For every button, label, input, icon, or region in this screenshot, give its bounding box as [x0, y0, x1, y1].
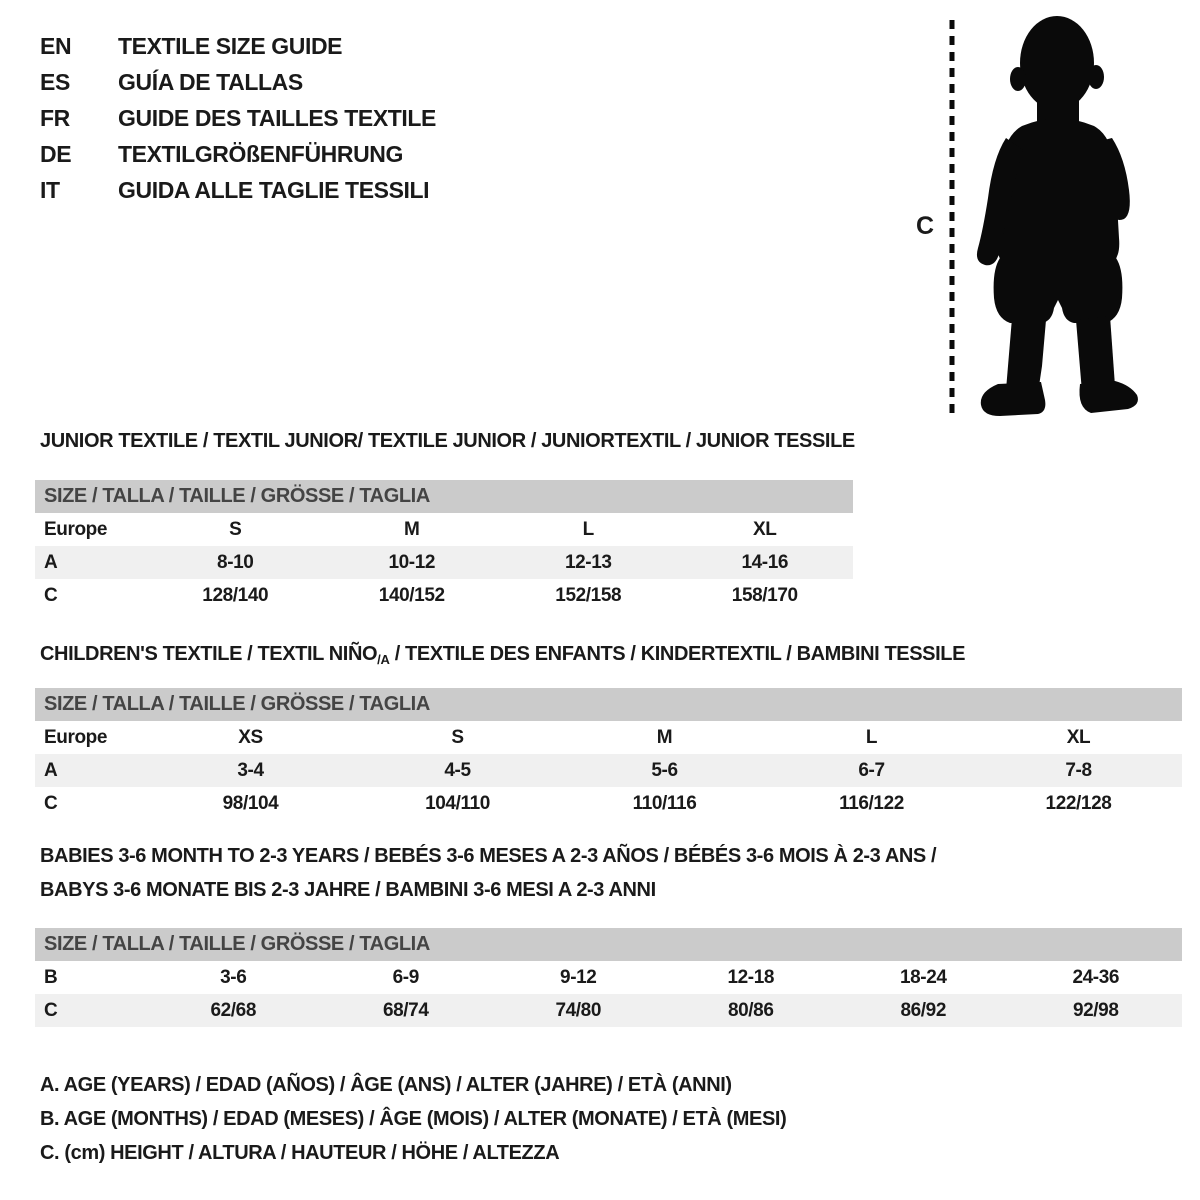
row-label: A: [44, 551, 58, 573]
children-table-size-header: SIZE / TALLA / TAILLE / GRÖSSE / TAGLIA: [35, 688, 1182, 721]
lang-code: FR: [40, 104, 70, 131]
lang-row-it: [40, 172, 436, 208]
table-cell: 5-6: [651, 759, 678, 781]
toddler-silhouette-icon: [900, 8, 1155, 422]
table-cell: 8-10: [217, 551, 254, 573]
table-cell: 4-5: [444, 759, 471, 781]
footnotes: [40, 1068, 786, 1170]
table-cell: 86/92: [900, 999, 947, 1021]
junior-table-size-header: SIZE / TALLA / TAILLE / GRÖSSE / TAGLIA: [35, 480, 853, 513]
row-label: C: [44, 792, 58, 814]
babies-section-title-line2: BABYS 3-6 MONATE BIS 2-3 JAHRE / BAMBINI 3-6 MESI A 2-3 ANNI: [40, 879, 656, 901]
table-cell: 3-4: [237, 759, 264, 781]
height-measure-label: C: [916, 212, 934, 240]
table-cell: 18-24: [899, 966, 947, 988]
table-cell: 116/122: [839, 792, 904, 814]
row-label: C: [44, 999, 58, 1021]
lang-code: ES: [40, 68, 70, 95]
lang-row-fr: [40, 100, 436, 136]
table-row: [35, 546, 853, 579]
children-size-table: [35, 688, 1182, 820]
row-label: B: [44, 966, 58, 988]
table-cell: 68/74: [382, 999, 429, 1021]
lang-row-en: [40, 28, 436, 64]
table-cell: 110/116: [632, 792, 697, 814]
table-cell: 10-12: [388, 551, 436, 573]
table-cell: 9-12: [560, 966, 597, 988]
table-cell: M: [656, 726, 673, 748]
lang-row-es: [40, 64, 436, 100]
table-cell: 74/80: [555, 999, 602, 1021]
table-row: [35, 721, 1182, 754]
row-label: Europe: [44, 726, 108, 748]
toddler-silhouette-shape: [977, 16, 1138, 416]
lang-title: GUIDE DES TAILLES TEXTILE: [118, 104, 436, 131]
footnote-c: C. (cm) HEIGHT / ALTURA / HAUTEUR / HÖHE / ALTEZZA: [40, 1141, 560, 1164]
table-row: [35, 994, 1182, 1027]
table-cell: 92/98: [1072, 999, 1119, 1021]
babies-size-table: [35, 928, 1182, 1027]
footnote-a: A. AGE (YEARS) / EDAD (AÑOS) / ÂGE (ANS) / ALTER (JAHRE) / ETÀ (ANNI): [40, 1073, 732, 1096]
babies-section-title-line1: BABIES 3-6 MONTH TO 2-3 YEARS / BEBÉS 3-6 MESES A 2-3 AÑOS / BÉBÉS 3-6 MOIS À 2-3 ANS /: [40, 845, 937, 867]
children-title-post: / TEXTILE DES ENFANTS / KINDERTEXTIL / BAMBINI TESSILE: [389, 643, 966, 665]
table-cell: 128/140: [202, 584, 269, 606]
row-label: Europe: [44, 518, 108, 540]
children-section-title: [40, 643, 965, 667]
row-label: A: [44, 759, 58, 781]
language-title-list: [40, 28, 436, 208]
table-cell: 104/110: [425, 792, 490, 814]
lang-title: GUIDA ALLE TAGLIE TESSILI: [118, 176, 430, 203]
footnote-b: B. AGE (MONTHS) / EDAD (MESES) / ÂGE (MOIS) / ALTER (MONATE) / ETÀ (MESI): [40, 1107, 787, 1130]
table-cell: M: [404, 518, 420, 540]
table-cell: S: [451, 726, 464, 748]
table-cell: XL: [753, 518, 777, 540]
table-cell: 152/158: [555, 584, 622, 606]
table-cell: 80/86: [727, 999, 774, 1021]
junior-size-table: [35, 480, 853, 612]
table-row: [35, 579, 853, 612]
lang-code: IT: [40, 176, 60, 203]
table-cell: XS: [238, 726, 263, 748]
table-cell: 3-6: [220, 966, 247, 988]
table-cell: L: [582, 518, 594, 540]
children-title-subscript: /A: [377, 652, 390, 667]
babies-table-size-header: SIZE / TALLA / TAILLE / GRÖSSE / TAGLIA: [35, 928, 1182, 961]
table-cell: 24-36: [1072, 966, 1120, 988]
table-cell: 158/170: [731, 584, 798, 606]
table-cell: 12-13: [564, 551, 612, 573]
height-figure: [900, 8, 1155, 422]
table-cell: 14-16: [741, 551, 789, 573]
table-cell: 6-9: [392, 966, 419, 988]
table-cell: 7-8: [1065, 759, 1092, 781]
junior-section-title: JUNIOR TEXTILE / TEXTIL JUNIOR/ TEXTILE JUNIOR / JUNIORTEXTIL / JUNIOR TESSILE: [40, 430, 855, 452]
lang-title: TEXTILGRÖßENFÜHRUNG: [118, 140, 403, 167]
table-cell: 12-18: [727, 966, 775, 988]
row-label: C: [44, 584, 58, 606]
table-row: [35, 961, 1182, 994]
lang-code: EN: [40, 32, 72, 59]
table-cell: 62/68: [210, 999, 257, 1021]
table-cell: XL: [1066, 726, 1091, 748]
children-title-pre: CHILDREN'S TEXTILE / TEXTIL NIÑO: [40, 643, 378, 665]
lang-title: GUÍA DE TALLAS: [118, 68, 303, 95]
table-row: [35, 513, 853, 546]
table-cell: L: [865, 726, 878, 748]
table-cell: 140/152: [378, 584, 445, 606]
lang-row-de: [40, 136, 436, 172]
table-cell: 6-7: [858, 759, 885, 781]
lang-code: DE: [40, 140, 72, 167]
table-cell: 122/128: [1045, 792, 1112, 814]
table-row: [35, 787, 1182, 820]
table-row: [35, 754, 1182, 787]
table-cell: S: [229, 518, 242, 540]
table-cell: 98/104: [222, 792, 279, 814]
lang-title: TEXTILE SIZE GUIDE: [118, 32, 343, 59]
